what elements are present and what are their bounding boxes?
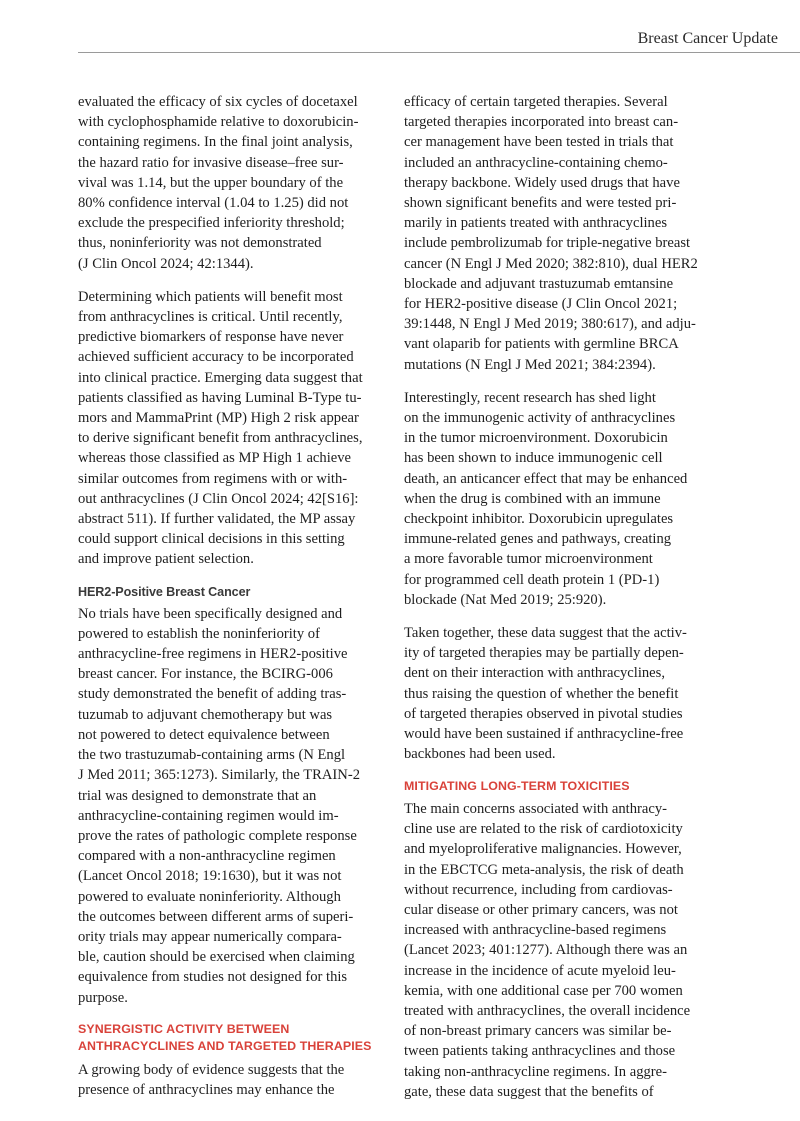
text-line: the hazard ratio for invasive disease–free sur- [78,154,344,171]
text-line: out anthracyclines (J Clin Oncol 2024; 42[S16]: [78,490,359,507]
text-line: not powered to detect equivalence between [78,726,330,743]
text-line: (Lancet 2023; 401:1277). Although there was an [404,942,688,959]
text-line: cer management have been tested in trials that [404,134,674,151]
text-line: vant olaparib for patients with germline BRCA [404,336,679,353]
text-line: whereas those classified as MP High 1 achieve [78,450,352,467]
text-line: with cyclophosphamide relative to doxorubicin- [78,114,359,131]
text-line: A growing body of evidence suggests that the [78,1061,345,1078]
text-line: exclude the prespecified inferiority threshold; [78,215,345,232]
text-line: compared with a non-anthracycline regimen [78,848,336,865]
text-line: patients classified as having Luminal B-Type tu- [78,389,362,406]
paragraph [404,623,704,764]
text-line: ble, caution should be exercised when claiming [78,949,355,966]
text-line: (J Clin Oncol 2024; 42:1344). [78,255,254,272]
text-line: 39:1448, N Engl J Med 2019; 380:617), and adju- [404,316,696,333]
text-line: shown significant benefits and were tested pri- [404,195,677,212]
text-line: The main concerns associated with anthracy- [404,801,667,817]
text-line: would have been sustained if anthracycline-free [404,726,684,743]
text-line: dent on their interaction with anthracyclines, [404,665,665,682]
text-line: abstract 511). If further validated, the MP assay [78,511,356,528]
text-line: treated with anthracyclines, the overall incidence [404,1003,691,1020]
text-line: blockade and adjuvant trastuzumab emtansine [404,275,674,292]
paragraph [404,388,704,610]
text-line: marily in patients treated with anthracyclines [404,215,668,232]
text-line: has been shown to induce immunogenic cell [404,450,663,467]
text-line: for programmed cell death protein 1 (PD-1) [404,571,660,588]
text-line: cancer (N Engl J Med 2020; 382:810), dual HER2 [404,255,698,272]
section-heading-mitigating-toxicities [404,778,704,796]
text-line: ity of targeted therapies may be partially depen- [404,645,684,662]
text-line: cline use are related to the risk of cardiotoxicity [404,821,683,838]
text-line: similar outcomes from regimens with or with- [78,470,348,487]
paragraph [404,92,704,375]
text-line: breast cancer. For instance, the BCIRG-006 [78,666,333,683]
text-line: backbones had been used. [404,746,556,763]
text-line: predictive biomarkers of response have never [78,329,344,346]
text-line: blockade (Nat Med 2019; 25:920). [404,591,607,608]
text-line: anthracycline-free regimens in HER2-positive [78,646,348,663]
text-line: immune-related genes and pathways, creating [404,531,672,548]
text-line: in the EBCTCG meta-analysis, the risk of death [404,861,684,878]
text-line: tween patients taking anthracyclines and those [404,1043,676,1060]
text-line: achieved sufficient accuracy to be incorporated [78,349,354,366]
running-head: Breast Cancer Update [637,30,778,47]
text-line: taking non-anthracycline regimens. In aggre- [404,1063,667,1080]
text-line: equivalence from studies not designed for this [78,969,348,986]
text-line: included an anthracycline-containing chemo- [404,154,668,171]
text-line: mors and MammaPrint (MP) High 2 risk appear [78,410,359,427]
text-line: (Lancet Oncol 2018; 19:1630), but it was not [78,868,342,885]
text-line: purpose. [78,989,128,1006]
text-line: to derive significant benefit from anthracyclines, [78,430,363,447]
text-line: SYNERGISTIC ACTIVITY BETWEEN [78,1021,290,1036]
text-line: in the tumor microenvironment. Doxorubicin [404,430,668,447]
text-line: checkpoint inhibitor. Doxorubicin upregulates [404,511,674,528]
text-line: vival was 1.14, but the upper boundary of the [78,174,344,191]
text-line: for HER2-positive disease (J Clin Oncol 2021; [404,296,678,313]
text-line: and myeloproliferative malignancies. However, [404,841,682,858]
text-line: Interestingly, recent research has shed light [404,389,656,406]
text-line: a more favorable tumor microenvironment [404,551,653,568]
subheading-her2-positive: HER2-Positive Breast Cancer [78,584,251,599]
text-line: and improve patient selection. [78,551,254,568]
text-line: MITIGATING LONG-TERM TOXICITIES [404,778,630,793]
paragraph [78,1060,378,1100]
text-line: cular disease or other primary cancers, was not [404,902,678,919]
text-line: anthracycline-containing regimen would im- [78,807,339,824]
text-line: into clinical practice. Emerging data suggest that [78,369,363,386]
text-line: presence of anthracyclines may enhance the [78,1081,335,1098]
paragraph [78,287,378,570]
text-line: No trials have been specifically designed and [78,605,343,622]
text-line: powered to evaluate noninferiority. Although [78,888,341,905]
text-line: could support clinical decisions in this setting [78,531,345,548]
text-line: without recurrence, including from cardiovas- [404,881,673,898]
text-line: prove the rates of pathologic complete response [78,827,357,844]
text-line: Taken together, these data suggest that the activ- [404,625,687,642]
text-line: therapy backbone. Widely used drugs that have [404,174,680,191]
text-line: include pembrolizumab for triple-negative breast [404,235,691,252]
text-line: thus, noninferiority was not demonstrated [78,235,322,252]
text-line: increased with anthracycline-based regimens [404,922,667,939]
text-line: the outcomes between different arms of superi- [78,908,354,925]
paragraph [78,92,378,274]
text-line: 80% confidence interval (1.04 to 1.25) did not [78,195,349,212]
text-line: trial was designed to demonstrate that an [78,787,317,804]
text-line: ority trials may appear numerically compara- [78,928,342,945]
text-line: increase in the incidence of acute myeloid leu- [404,962,676,979]
right-column [404,92,704,1115]
paragraph [78,604,378,1008]
paragraph [404,799,704,1102]
text-line: when the drug is combined with an immune [404,490,661,507]
header-rule [78,52,800,53]
text-line: the two trastuzumab-containing arms (N Engl [78,747,346,764]
text-line: containing regimens. In the final joint analysis, [78,134,353,151]
text-line: tuzumab to adjuvant chemotherapy but was [78,706,333,723]
text-line: Determining which patients will benefit most [78,288,343,305]
text-line: mutations (N Engl J Med 2021; 384:2394). [404,356,656,373]
text-line: kemia, with one additional case per 700 women [404,982,683,999]
section-heading-synergistic-activity [78,1021,378,1056]
text-line: ANTHRACYCLINES AND TARGETED THERAPIES [78,1039,372,1054]
text-line: of non-breast primary cancers was similar be- [404,1023,672,1040]
text-line: efficacy of certain targeted therapies. Several [404,94,668,110]
text-line: of targeted therapies observed in pivotal studies [404,705,683,722]
text-line: J Med 2011; 365:1273). Similarly, the TRAIN-2 [78,767,360,784]
text-line: targeted therapies incorporated into breast can- [404,114,679,131]
text-line: on the immunogenic activity of anthracyclines [404,410,676,427]
text-line: study demonstrated the benefit of adding tras- [78,686,347,703]
left-column [78,92,378,1113]
text-line: from anthracyclines is critical. Until recently, [78,309,343,326]
text-line: evaluated the efficacy of six cycles of docetaxel [78,94,358,110]
text-line: thus raising the question of whether the benefit [404,685,679,702]
text-line: gate, these data suggest that the benefits of [404,1083,654,1100]
text-line: powered to establish the noninferiority of [78,625,320,642]
text-line: death, an anticancer effect that may be enhanced [404,470,688,487]
